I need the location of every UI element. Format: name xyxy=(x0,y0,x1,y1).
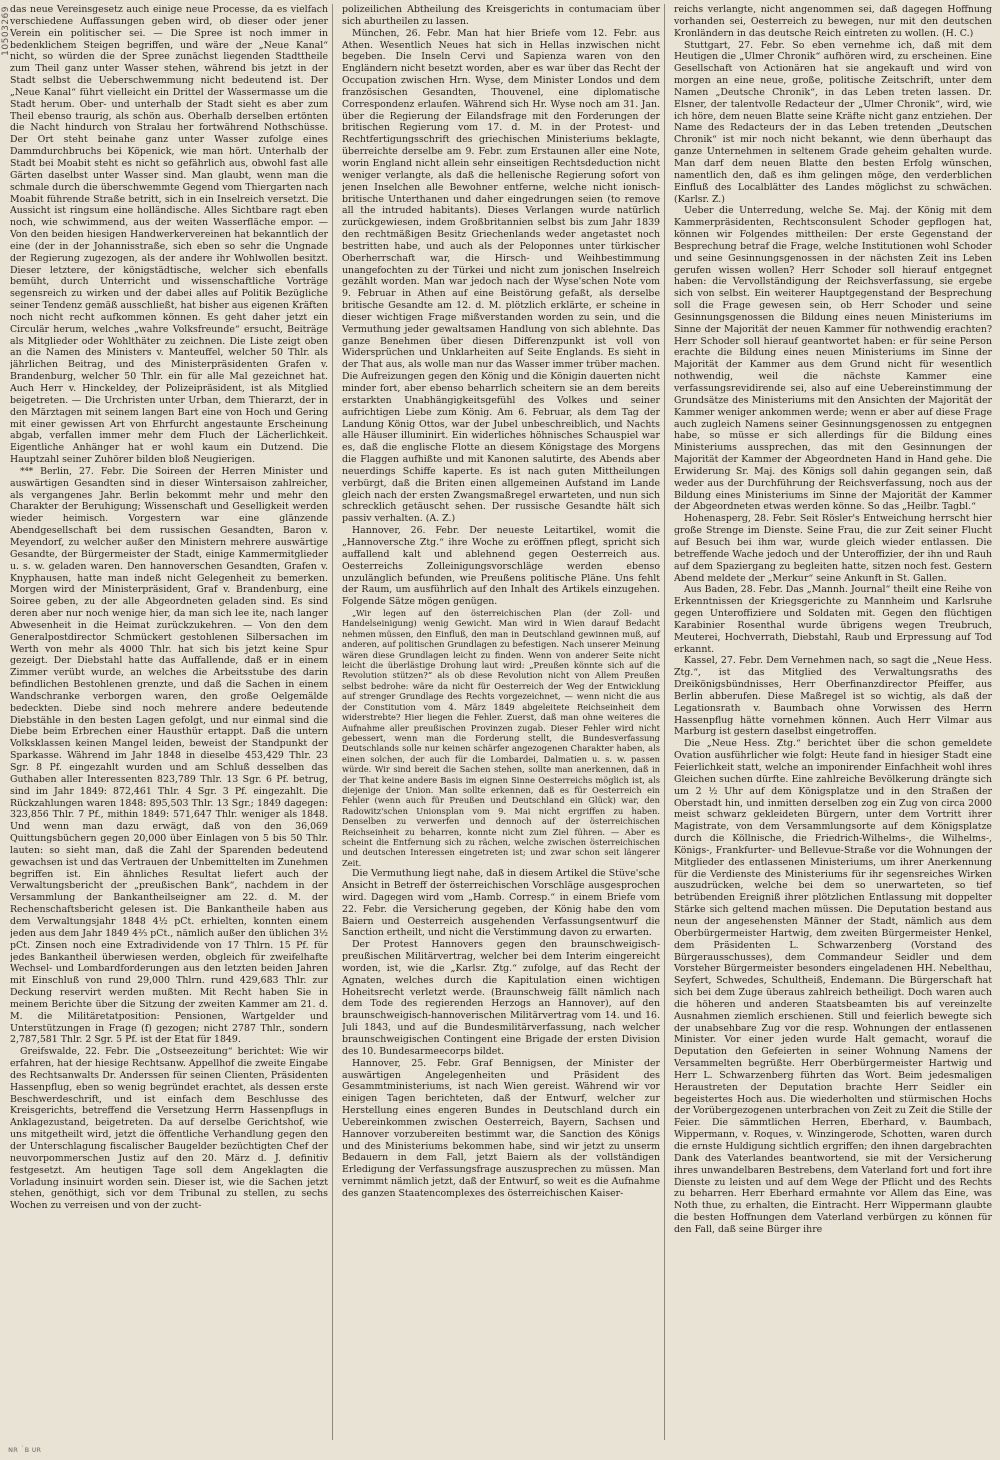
newspaper-page xyxy=(10,4,992,1440)
article-paragraph: Ueber die Unterredung, welche Se. Maj. der König mit dem Kammerpräsidenten, Rechtsconsulent Schoder gepflogen hat, können wir Folgendes mittheilen: Der erste Gegenstand der Besprechung betraf die Frage, welche Institutionen wohl Schoder und seine Gesinnungsgenossen in der nächsten Zeit ins Leben gerufen wissen wollen? Herr Schoder soll hierauf entgegnet haben: die Vervollständigung der Reichsverfassung, sie ergebe sich von selbst. Ein weiterer Hauptgegenstand der Besprechung soll die Frage gewesen sein, ob Herr Schoder und seine Gesinnungsgenossen die Bildung eines neuen Ministeriums im Sinne der Majorität der neuen Kammer für nothwendig erachten? Herr Schoder soll hierauf geantwortet haben: er für seine Person erachte die Bildung eines neuen Ministeriums im Sinne der Majorität der Kammer aus dem Grund nicht für wesentlich nothwendig, weil die nächste Kammer eine verfassungsrevidirende sei, also auf eine Uebereinstimmung der Grundsätze des Ministeriums mit den Ansichten der Majorität der Kammer weniger ankommen werde; wenn er aber auf diese Frage auch zugleich Namens seiner Gesinnungsgenossen zu entgegnen habe, so müsse er sich allerdings für die Bildung eines Ministeriums aussprechen, das mit den Gesinnungen der Majorität der Kammer der Abgeordneten Hand in Hand gehe. Die Erwiderung Sr. Maj. des Königs soll dahin gegangen sein, daß weder aus der Durchführung der Reichsverfassung, noch aus der Bildung eines Ministeriums im Sinne der Majorität der Kammer der Abgeordneten etwas werden könne. So das „Heilbr. Tagbl.“ xyxy=(674,205,992,513)
article-paragraph: Aus Baden, 28. Febr. Das „Mannh. Journal“ theilt eine Reihe von Erkenntnissen der Kriegsgerichte zu Mannheim und Karlsruhe gegen Unteroffiziere und Soldaten mit. Gegen den flüchtigen Karabinier Rosenthal wurde übrigens wegen Treubruch, Meuterei, Hochverrath, Diebstahl, Raub und Erpressung auf Tod erkannt. xyxy=(674,584,992,655)
column-left xyxy=(10,4,333,1440)
article-paragraph: Stuttgart, 27. Febr. So eben vernehme ich, daß mit dem Heutigen die „Ulmer Chronik“ aufhören wird, zu erscheinen. Eine Gesellschaft von Actionären hat sie angekauft und wird von morgen an eine neue, große, politische Zeitschrift, unter dem Namen „Deutsche Chronik“, in das Leben treten lassen. Dr. Elsner, der talentvolle Redacteur der „Ulmer Chronik“, wird, wie ich höre, dem neuen Blatte seine Kräfte nicht ganz entziehen. Der Name des Redacteurs der in das Leben tretenden „Deutschen Chronik“ ist mir noch nicht bekannt, wie denn überhaupt das ganze Unternehmen in seltenem Grade geheim gehalten wurde. Man darf dem neuen Blatte den besten Erfolg wünschen, namentlich den, daß es ihm gelingen möge, den verderblichen Einfluß des Localblätter des Landes möglichst zu schwächen. (Karlsr. Z.) xyxy=(674,39,992,205)
article-paragraph: *⁴* Berlin, 27. Febr. Die Soireen der Herren Minister und auswärtigen Gesandten sind in dieser Wintersaison zahlreicher, als vergangenes Jahr. Berlin bekommt mehr und mehr den Charakter der Beruhigung; Wissenschaft und Geselligkeit werden wieder heimisch. Vorgestern war eine glänzende Abendgesellschaft bei dem russischen Gesandten, Baron v. Meyendorf, zu welcher außer den Ministern mehrere auswärtige Gesandte, der Bürgermeister der Stadt, einige Kammermitglieder u. s. w. geladen waren. Den hannoverschen Gesandten, Grafen v. Knyphausen, hatte man indeß nicht Gelegenheit zu bemerken. Morgen wird der Ministerpräsident, Graf v. Brandenburg, eine Soiree geben, zu der alle Abgeordneten geladen sind. Es sind deren aber nur noch wenige hier, da man sich lee ite, nach langer Abwesenheit in die Heimat zurückzukehren. — Von den dem Generalpostdirector Schmückert gestohlenen Silbersachen im Werth von mehr als 4000 Thlr. hat sich bis jetzt keine Spur gezeigt. Der Diebstahl hatte das Auffallende, daß er in einem Zimmer verübt wurde, an welches die Arbeitsstube des darin befindlichen Bestohlenen grenzte, und daß die Sachen in einem Wandschranke verborgen waren, den große Oelgemälde bedeckten. Diebe sind noch mehrere andere bedeutende Diebstähle in den besten Lagen gefolgt, und nur einmal sind die Diebe beim Erbrechen einer Hausthür ertappt. Daß die untern Volksklassen keinen Mangel leiden, beweist der Standpunkt der Sparkasse. Während im Jahr 1848 in dieselbe 453,429 Thlr. 23 Sgr. 8 Pf. eingezahlt wurden und am Schluß desselben das Guthaben aller Interessenten 823,789 Thlr. 13 Sgr. 6 Pf. betrug, sind im Jahr 1849: 872,461 Thlr. 4 Sgr. 3 Pf. eingezahlt. Die Rückzahlungen waren 1848: 895,503 Thlr. 13 Sgr.; 1849 dagegen: 323,856 Thlr. 7 Pf., mithin 1849: 571,647 Thlr. weniger als 1848. Und wenn man dazu erwägt, daß von den 36,069 Quittungsbüchern gegen 20,000 über Einlagen von 5 bis 50 Thlr. lauten: so sieht man, daß die Zahl der Sparenden bedeutend gewachsen ist und das Vertrauen der Unbemittelten im Zunehmen begriffen ist. Ein ähnliches Resultat liefert auch der Verwaltungsbericht der „preußischen Bank“, nachdem in der Versammlung der Bankantheilseigner am 22. d. M. der Rechenschaftsbericht gelesen ist. Die Bankantheile haben aus dem Verwaltungsjahr 1848 4½ pCt. erhielten, konnten einem jeden aus dem Jahr 1849 4⅔ pCt., nämlich außer den üblichen 3½ pCt. Zinsen noch eine Extradividende von 17 Thlrn. 15 Pf. für jedes Bankantheil überwiesen werden, obgleich für zweifelhafte Wechsel- und Lombardforderungen aus den letzten beiden Jahren mit Einschluß von rund 29,000 Thlrn. rund 429,683 Thlr. zur Deckung reservirt werden mußten. Mit Recht haben Sie in meinem Berichte über die Sitzung der zweiten Kammer am 21. d. M. die Militäretatposition: Pensionen, Wartgelder und Unterstützungen in Frage (f) gezogen; nicht 2787 Thlr., sondern 2,787,581 Thlr. 2 Sgr. 5 Pf. ist der Etat für 1849. xyxy=(10,465,328,1046)
column-middle xyxy=(342,4,665,1440)
article-paragraph: München, 26. Febr. Man hat hier Briefe vom 12. Febr. aus Athen. Wesentlich Neues hat sich in Hellas inzwischen nicht begeben. Die Inseln Cervi und Sapienza waren von den Engländern nicht besetzt worden, aber es war über das Recht der Occupation zwischen Hrn. Wyse, dem Minister Londos und dem französischen Gesandten, Thouvenel, eine diplomatische Correspondenz erlaufen. Während sich Hr. Wyse noch am 31. Jan. über die Regierung der Eilandsfrage mit den Forderungen der britischen Regierung vom 17. d. M. in der Protest- und Rechtfertigungsschrift des griechischen Ministeriums beklagte, überreichte derselbe am 9. Febr. zum Erstaunen aller eine Note, worin England nicht allein sehr einseitigen Rechtsdeduction nicht weniger verlangte, als daß die hellenische Regierung sofort von jenen Inselchen alle Bewohner entferne, welche nicht ionisch-britische Unterthanen und daher eingedrungen seien (to remove all the intruded habitants). Dieses Verlangen wurde natürlich zurückgewiesen, indem Großbritannien selbst bis zum Jahr 1839 den rechtmäßigen Besitz Griechenlands weder angetastet noch bestritten habe, und auch als der Peloponnes unter türkischer Oberherrschaft war, die Hirsch- und Weihbestimmung unangefochten zu der Türkei und nicht zum jonischen Inselreich gezählt worden. Man war jedoch nach der Wyse'schen Note vom 9. Februar in Athen auf eine Beistörung gefaßt, als derselbe britische Gesandte am 12. d. M. plötzlich erklärte, er scheine in dieser wichtigen Frage mißverstanden worden zu sein, und die Vermuthung jeder gewaltsamen Handlung von sich ablehnte. Das ganze Benehmen über diesen Differenzpunkt ist voll von Widersprüchen und Unklarheiten auf Seite Englands. Es sieht in der That aus, als wolle man nur das Wasser immer trüber machen. Die Aufreizungen gegen den König und die Königin dauerten nicht minder fort, aber ebenso beharrlich scheitern sie an dem bereits erstarkten Unabhängigkeitsgefühl des Volkes und seiner aufrichtigen Liebe zum König. Am 6. Februar, als dem Tag der Landung König Ottos, war der Jubel unbeschreiblich, und Nachts alle Häuser illuminirt. Ein widerliches höhnisches Schauspiel war es, daß die englische Flotte an diesem Königstage des Morgens die Flaggen aufhißte und mit Kanonen salutirte, des Abends aber neuerdings Schiffe kaperte. Es ist nach guten Mittheilungen verbürgt, daß die Briten einen allgemeinen Aufstand im Lande gleich nach der ersten Zwangsmaßregel erwarteten, und nun sich schrecklich getäuscht sehen. Der russische Gesandte hält sich passiv verhalten. (A. Z.) xyxy=(342,27,660,525)
article-paragraph: Der Protest Hannovers gegen den braunschweigisch-preußischen Militärvertrag, welcher bei dem Interim eingereicht worden, ist, wie die „Karlsr. Ztg.“ zufolge, auf das Recht der Agnaten, welches durch die Kapitulation einen wichtigen Hoheitsrecht verletzt werde. (Braunschweig fällt nämlich nach dem Tode des regierenden Herzogs an Hannover), auf den braunschweigisch-hannoverischen Militärvertrag vom 14. und 16. Juli 1843, und auf die Bundesmilitärverfassung, nach welcher braunschweigischen Contingent eine Brigade der ersten Division des 10. Bundesarmeecorps bildet. xyxy=(342,939,660,1057)
footer-mark: ɴʀ ˙ʙ ᴜʀ xyxy=(8,1445,42,1454)
column-right xyxy=(674,4,992,1440)
article-paragraph: reichs verlangte, nicht angenommen sei, daß dagegen Hoffnung vorhanden sei, Oesterreich zu bewegen, nur mit den deutschen Kronländern in das deutsche Reich eintreten zu wollen. (H. C.) xyxy=(674,4,992,39)
article-paragraph: das neue Vereinsgesetz auch einige neue Processe, da es vielfach verschiedene Auffassungen geben wird, ob dieser oder jener Verein ein politischer sei. — Die Spree ist noch immer in bedenklichem Steigen begriffen, und wäre der „Neue Kanal“ nicht, so würden die der Spree zunächst liegenden Stadttheile zum Theil ganz unter Wasser stehen, während bis jetzt in der Stadt selbst die Ueberschwemmung nicht bedeutend ist. Der „Neue Kanal“ führt vielleicht ein Drittel der Wassermasse um die Stadt herum. Ober- und unterhalb der Stadt sieht es aber zum Theil ebenso traurig, als schön aus. Oberhalb derselben ertönten die Nacht hindurch von Stralau her fortwährend Nothschüsse. Der Ort steht beinahe ganz unter Wasser zufolge eines Dammdurchbruchs bei Köpenick, wie man hört. Unterhalb der Stadt bei Moabit steht es nicht so gefährlich aus, obwohl fast alle Gärten daselbst unter Wasser sind. Man glaubt, wenn man die schmale durch die überschwemmte Gegend vom Thiergarten nach Moabit führende Straße betritt, sich in ein Inselreich versetzt. Die Aussicht ist ringsum eine holländische. Alles Sichtbare ragt eben noch, wie schwimmend, aus der weiten Wasserfläche empor. — Von den beiden hiesigen Handwerkervereinen hat bekanntlich der eine (der in der Johannisstraße, sich eben so sehr die Ungnade der Regierung zugezogen, als der andere ihr Wohlwollen besitzt. Dieser letztere, der königstädtische, welcher sich ebenfalls bemüht, durch Unterricht und wissenschaftliche Vorträge segensreich zu wirken und der dabei alles auf Politik Bezügliche seiner Tendenz gemäß ausschließt, hat bisher aus eigenen Kräften noch nicht recht aufkommen können. Es geht daher jetzt ein Circulär herum, welches „wahre Volksfreunde“ ersucht, Beiträge als Mitglieder oder Wohlthäter zu zeichnen. Die Liste zeigt oben an die Namen des Ministers v. Manteuffel, welcher 50 Thlr. als jährlichen Beitrag, und des Ministerpräsidenten Grafen v. Brandenburg, welcher 50 Thlr. ein für alle Mal gezeichnet hat. Auch Herr v. Hinckeldey, der Polizeipräsident, ist als Mitglied beigetreten. — Die Urchristen unter Urban, dem Thierarzt, der in den Märztagen mit seinem langen Bart eine von Hoch und Gering mit einer gewissen Art von Ehrfurcht angestaunte Erscheinung abgab, verfallen immer mehr dem Fluch der Lächerlichkeit. Eigentliche Anhänger hat er wohl kaum ein Dutzend. Die Hauptzahl seiner Zuhörer bilden bloß Neugierigen. xyxy=(10,4,328,466)
article-paragraph: Greifswalde, 22. Febr. Die „Ostseezeitung“ berichtet: Wie wir erfahren, hat der hiesige Rechtsanw. Appellhof die zweite Eingabe des Rechtsanwalts Dr. Anderssen für seinen Clienten, Präsidenten Hassenpflug, eben so wenig begründet erachtet, als dessen erste Beschwerdeschrift, und ist einfach dem Beschlusse des Kreisgerichts, betreffend die Versetzung Herrn Hassenpflugs in Anklagezustand, beigetreten. Da auf derselbe Gerichtshof, wie uns mitgetheilt wird, jetzt die öffentliche Verhandlung gegen den der Unterschlagung fiscalischer Baugelder bezüchtigten Chef der neuvorpommerschen Justiz auf den 20. März d. J. definitiv festgesetzt. Am heutigen Tage soll dem Angeklagten die Vorladung insinuirt worden sein. Dieser ist, wie die Sachen jetzt stehen, genöthigt, sich vor dem Tribunal zu stellen, zu sechs Wochen zu verreisen und von der zucht- xyxy=(10,1046,328,1212)
article-paragraph: Kassel, 27. Febr. Dem Vernehmen nach, so sagt die „Neue Hess. Ztg.“, ist das Mitglied des Verwaltungsraths des Dreikönigsbündnisses, Herr Oberfinanzdirector Pfeiffer, aus Berlin abberufen. Diese Maßregel ist so wichtig, als daß der Legationsrath v. Baumbach ohne Vorwissen des Herrn Hassenpflug hätte vornehmen können. Auch Herr Vilmar aus Marburg ist gestern daselbst eingetroffen. xyxy=(674,655,992,738)
article-paragraph: Die Vermuthung liegt nahe, daß in diesem Artikel die Stüve'sche Ansicht in Betreff der österreichischen Vorschläge ausgesprochen wird. Dagegen wird vom „Hamb. Corresp.“ in einem Briefe vom 22. Febr. die Versicherung gegeben, der König habe den vom Baiern und Oesterreich ausgehenden Verfassungsentwurf die Sanction ertheilt, und nicht die Verstimmung davon zu erwarten. xyxy=(342,868,660,939)
article-paragraph: polizeilichen Abtheilung des Kreisgerichts in contumaciam über sich aburtheilen zu lassen. xyxy=(342,4,660,27)
article-paragraph: Die „Neue Hess. Ztg.“ berichtet über die schon gemeldete Ovation ausführlicher wie folgt: Heute fand in hiesiger Stadt eine Feierlichkeit statt, welche an imponirender Einfachheit wohl ihres Gleichen suchen dürfte. Eine zahlreiche Bevölkerung drängte sich um 2 ½ Uhr auf dem Königsplatze und in den Straßen der Oberstadt hin, und inmitten derselben zog ein Zug von circa 2000 meist schwarz gekleideten Bürgern, unter dem Vortritt ihrer Magistrate, von dem Versammlungsorte auf dem Königsplatze durch die Köllnische, die Friedrich-Wilhelms-, die Wilhelms-, Königs-, Frankfurter- und Bellevue-Straße vor die Wohnungen der Mitglieder des entlassenen Ministeriums, um ihrer Anerkennung für die Verdienste des Ministeriums für ihr segensreiches Wirken auszudrücken, welche bei dem so unerwarteten, so tief betrübenden Ereigniß ihrer plötzlichen Entlassung mit doppelter Stärke sich geltend machen müssen. Die Deputation bestand aus neun der angesehensten Männer der Stadt, nämlich aus dem Oberbürgermeister Hartwig, dem zweiten Bürgermeister Henkel, dem Präsidenten L. Schwarzenberg (Vorstand des Bürgerausschusses), dem Commandeur Seidler und dem Vorsteher Bürgermeister besonders eingeladenen HH. Nebelthau, Seyfert, Schwedes, Schultheiß, Endemann. Die Bürgerschaft hat sich bei dem Zuge überaus zahlreich betheiligt. Doch waren auch die höheren und anderen Staatsbeamten bis auf vereinzelte Ausnahmen ziemlich erschienen. Still und feierlich bewegte sich der unabsehbare Zug vor die resp. Wohnungen der entlassenen Minister. Vor einer jeden wurde Halt gemacht, worauf die Deputation den Gefeierten in seiner Wohnung Namens der Versammelten begrüßte. Herr Oberbürgermeister Hartwig und Herr L. Schwarzenberg führten das Wort. Beim jedesmaligen Heraustreten der Deputation brachte Herr Seidler ein begeistertes Hoch aus. Die wiederholten und stürmischen Hochs der Vorübergezogenen unterbrachen von Zeit zu Zeit die Stille der Feier. Die sämmtlichen Herren, Eberhard, v. Baumbach, Wippermann, v. Roques, v. Winzingerode, Schotten, waren durch die ernste Huldigung sichtlich ergriffen; den ihnen dargebrachten Dank des Vaterlandes beantwortend, sie mit der Versicherung ihres unwandelbaren Bestrebens, dem Vaterland fort und fort ihre Dienste zu leisten und auf dem Wege der Pflicht und des Rechts zu beharren. Herr Eberhard ermahnte vor Allem das Eine, was Noth thue, zu erhalten, die Eintracht. Herr Wippermann glaubte die besten Hoffnungen dem Vaterland verbürgen zu können für den Fall, daß seine Bürger ihre xyxy=(674,738,992,1235)
article-paragraph: Hohenasperg, 28. Febr. Seit Rösler's Entweichung herrscht hier große Strenge im Dienste. Seine Frau, die zur Zeit seiner Flucht auf Besuch bei ihm war, wurde gleich wieder entlassen. Die betreffende Wache jedoch und der Unteroffizier, der ihn und Rauh auf dem Spaziergang zu begleiten hatte, sitzen noch fest. Gestern Abend meldete der „Merkur“ seine Ankunft in St. Gallen. xyxy=(674,513,992,584)
article-paragraph: Hannover, 26. Febr. Der neueste Leitartikel, womit die „Hannoversche Ztg.“ ihre Woche zu eröffnen pflegt, spricht sich auffallend kalt und ablehnend gegen Oesterreich aus. Oesterreichs Zolleinigungsvorschläge werden ebenso unzulänglich befunden, wie Preußens politische Pläne. Uns fehlt der Raum, um ausführlich auf den Inhalt des Artikels einzugehen. Folgende Sätze mögen genügen. xyxy=(342,525,660,608)
article-paragraph: Hannover, 25. Febr. Graf Bennigsen, der Minister der auswärtigen Angelegenheiten und Präsident des Gesammtministeriums, ist nach Wien gereist. Während wir vor einigen Tagen berichteten, daß der Entwurf, welcher zur Herstellung eines engeren Bundes in Deutschland durch ein Uebereinkommen zwischen Oesterreich, Bayern, Sachsen und Hannover vorzubereiten bestimmt war, die Sanction des Königs und des Ministeriums bekommen habe, sind wir jetzt zu unserm Bedauern in dem Fall, jetzt Baiern als der vollständigen Erledigung der Verfassungsfrage auszusprechen zu müssen. Man vernimmt nämlich jetzt, daß der Entwurf, so weit es die Aufnahme des ganzen Staatencomplexes des österreichischen Kaiser- xyxy=(342,1057,660,1199)
archive-number: 10503269 xyxy=(1,6,11,56)
article-paragraph: „Wir legen auf den österreichischen Plan (der Zoll- und Handelseinigung) wenig Gewicht. Man wird in Wien darauf Bedacht nehmen müssen, den Einfluß, den man in Deutschland gewinnen muß, auf anderen, auf politischen Grundlagen zu befestigen. Nach unserer Meinung wären diese Grundlagen leicht zu finden. Wenn von anderer Seite nicht leicht die überlästige Drohung laut wird: „Preußen könnte sich auf die Revolution stützen?“ als ob diese Revolution nicht von Allem Preußen selbst bedrohe: wäre da nicht für Oesterreich der Weg der Entwicklung auf strenger Grundlage des Rechts vorgezeichnet, — wenn nicht die aus der Constitution vom 4. März 1849 abgeleitete Reichseinheit dem widerstrebte? Hier liegen die Fehler. Zuerst, daß man ohne weiteres die Aufnahme aller preußischen Provinzen zugab. Dieser Fehler wird nicht gebessert, wenn man die Forderung stellt, die Bundesverfassung Deutschlands solle nur keinen schärfer angezogenen Charakter haben, als einen solchen, der auch für die Lombardei, Dalmatien u. s. w. passen würde. Wir sind bereit die Sachen stehen, sollte man anerkennen, daß in der That keine andere Basis im eignen Sinne Oesterreichs möglich ist, als diejenige der Union. Man sollte erkennen, daß es für Oesterreich ein Fehler (wenn auch für Preußen und Deutschland ein Glück) war, den Radowitz'schen Unionsplan vom 9. Mai nicht ergriffen zu haben. Denselben zu verwerfen und dennoch auf der österreichischen Reichseinheit zu beharren, konnte nicht zum Ziel führen. — Aber es scheint die Entfernung sich zu rächen, welche zwischen österreichischen und deutschen Interessen eingetreten ist; und zwar schon seit längerer Zeit. xyxy=(342,608,660,868)
